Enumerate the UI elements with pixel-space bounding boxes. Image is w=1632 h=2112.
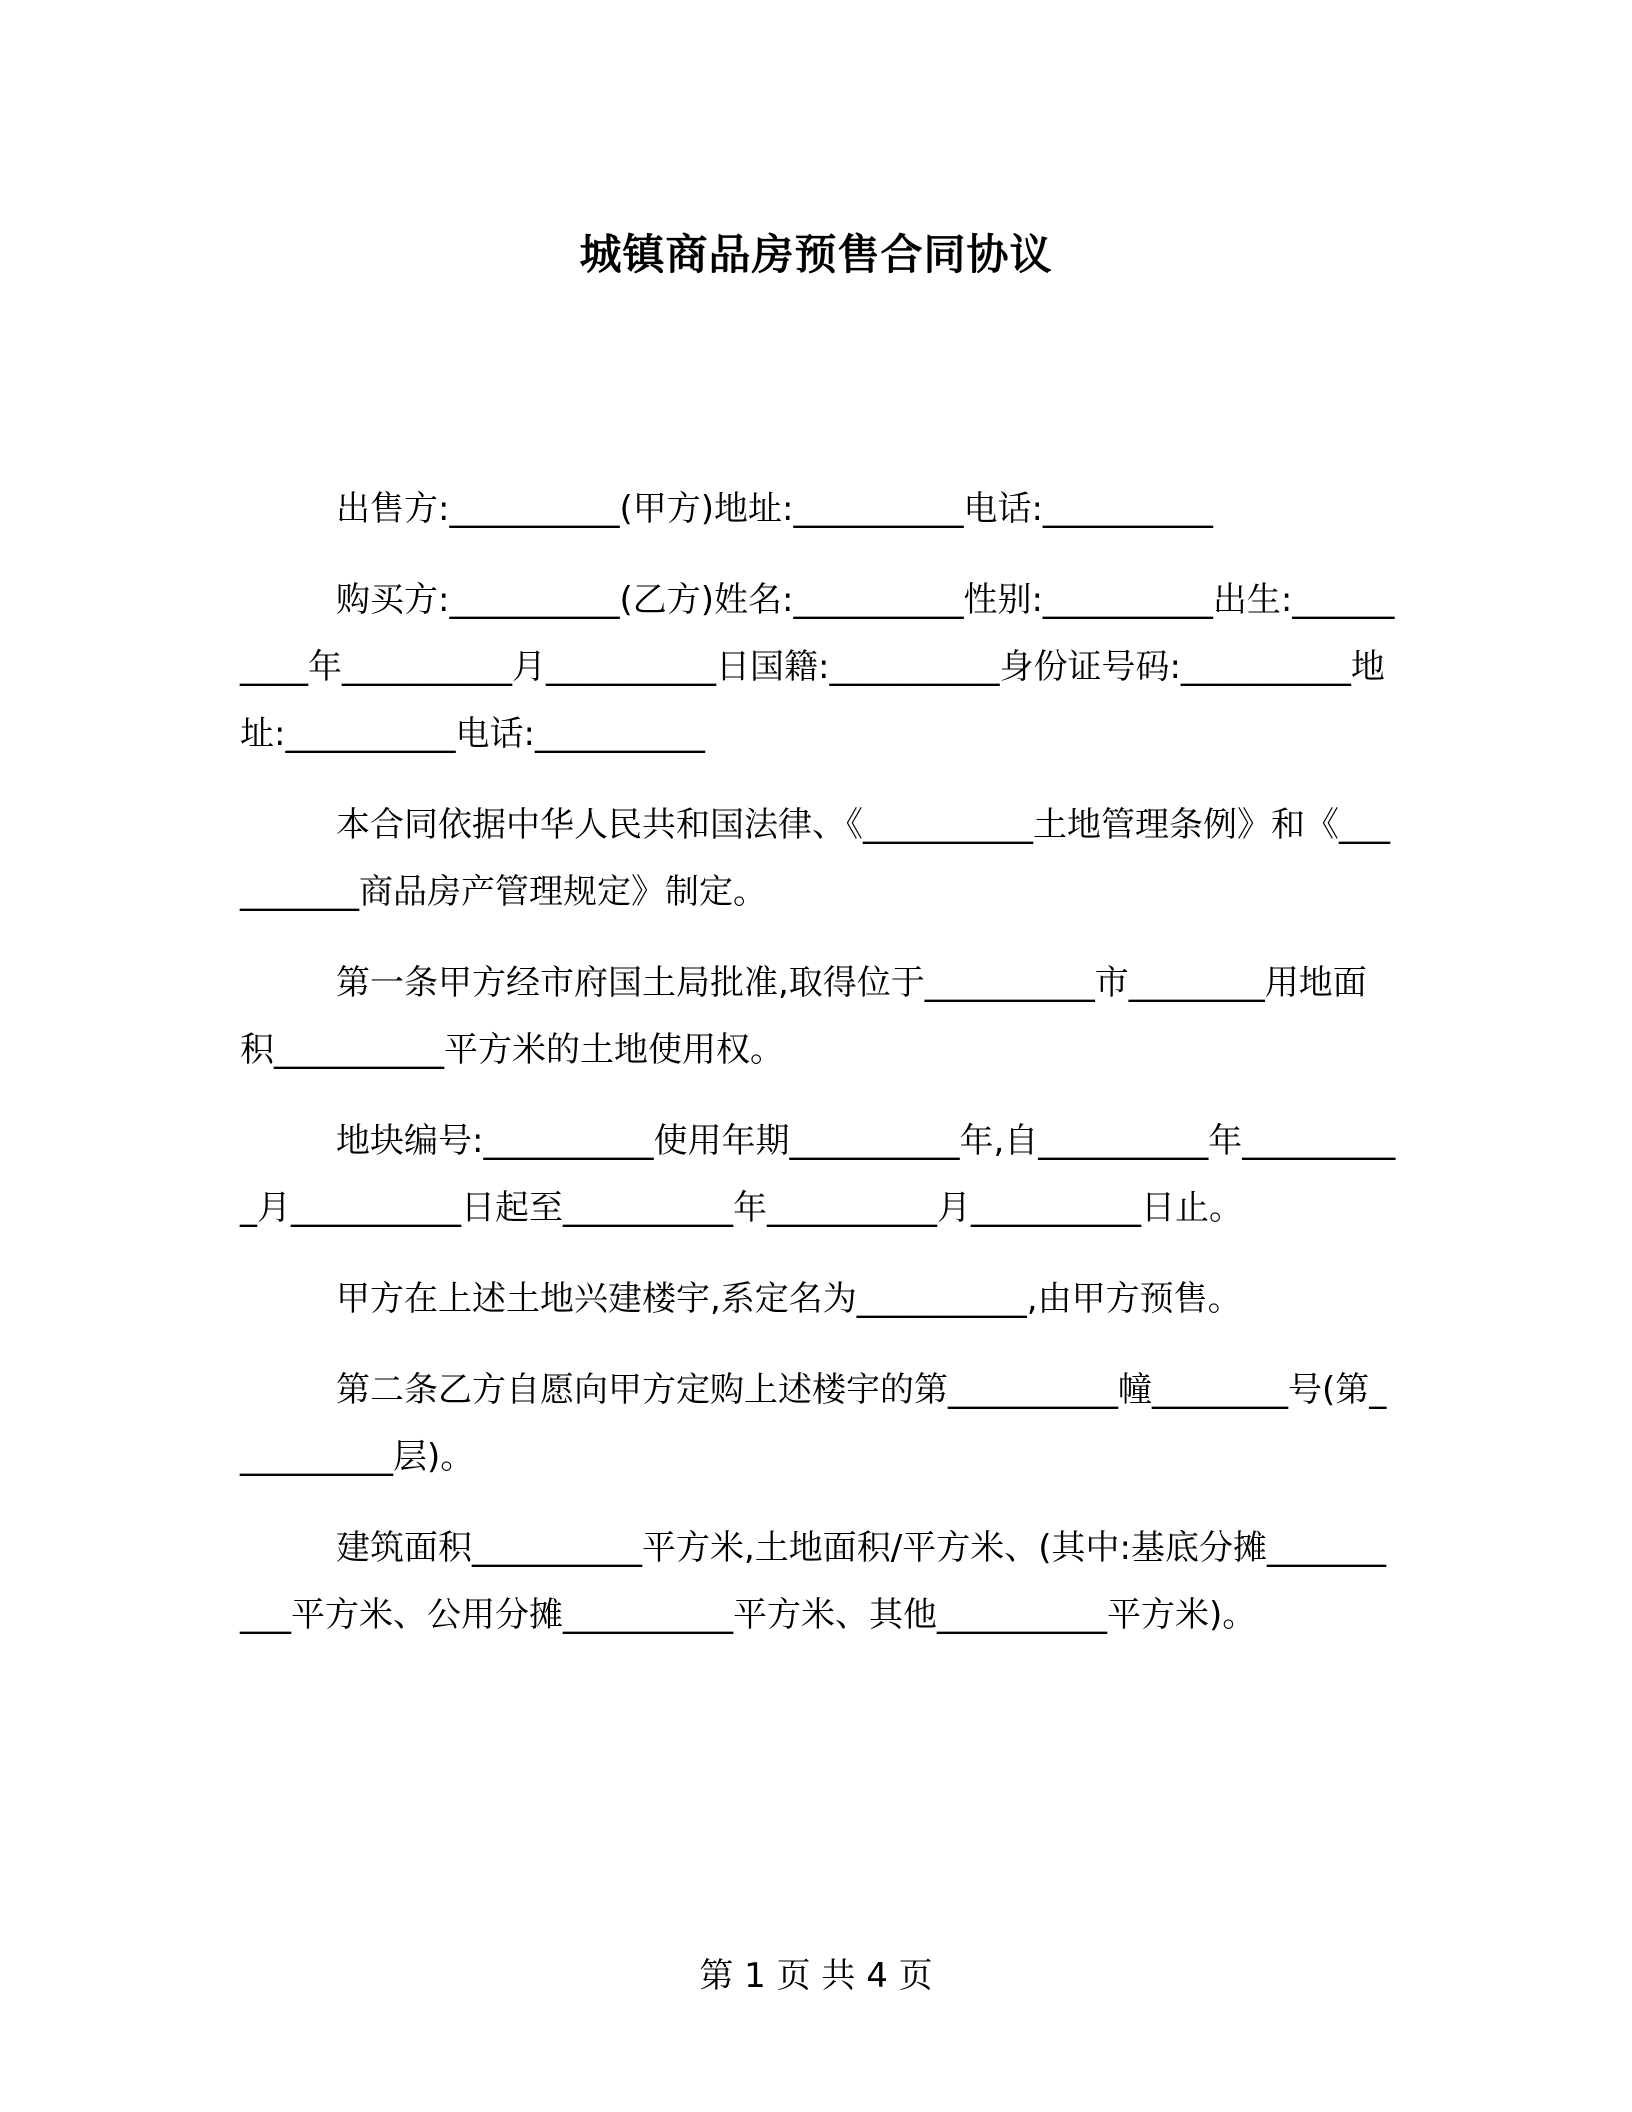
document-title: 城镇商品房预售合同协议 [579,230,1053,279]
paragraph-article-1: 第一条甲方经市府国土局批准,取得位于__________市________用地面积__________平方米的土地使用权。 [240,963,1367,1070]
page-number-footer: 第 1 页 共 4 页 [699,1956,933,1996]
paragraph-seller-info: 出售方:__________(甲方)地址:__________电话:__________ [336,489,1213,529]
paragraph-buyer-info: 购买方:__________(乙方)姓名:__________性别:__________出生:__________年__________月__________日国籍:__________身份证号码:__________地址:__________电话:__________ [240,580,1395,754]
paragraph-legal-basis: 本合同依据中华人民共和国法律、《__________土地管理条例》和《__________商品房产管理规定》制定。 [240,805,1390,912]
document-body [240,476,1400,1649]
paragraph-article-2: 第二条乙方自愿向甲方定购上述楼宇的第__________幢________号(第__________层)。 [240,1370,1387,1477]
paragraph-land-parcel: 地块编号:__________使用年期__________年,自__________年__________月__________日起至__________年__________月__________日止。 [240,1121,1396,1228]
paragraph-building-name: 甲方在上述土地兴建楼宇,系定名为__________,由甲方预售。 [336,1279,1242,1319]
paragraph-floor-area: 建筑面积__________平方米,土地面积/平方米、(其中:基底分摊__________平方米、公用分摊__________平方米、其他__________平方米)。 [240,1528,1386,1635]
